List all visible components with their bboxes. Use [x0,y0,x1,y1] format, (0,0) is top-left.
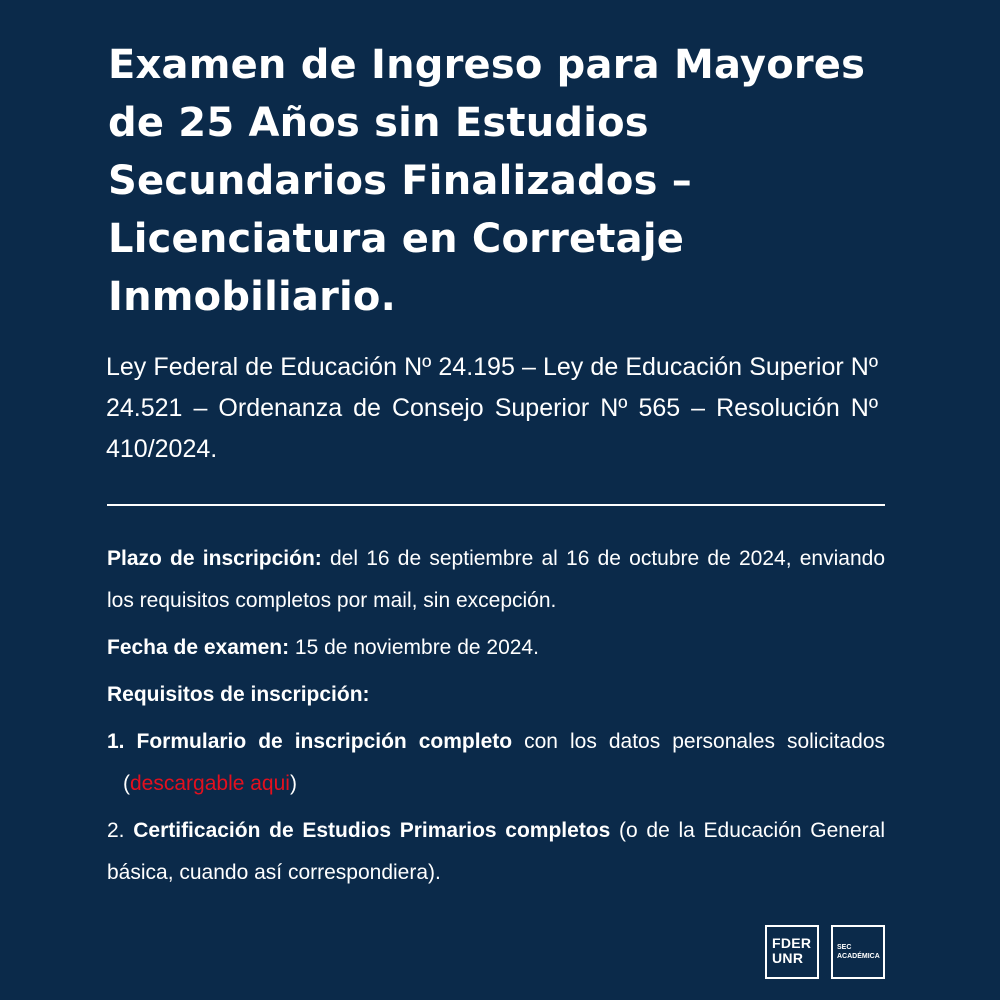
page-title: Examen de Ingreso para Mayores de 25 Años sin Estudios Secundarios Finalizados – Licenciatura en Corretaje Inmobiliario. [108,42,866,320]
law-reference: Ley Federal de Educación Nº 24.195 – Ley de Educación Superior Nº 24.521 – Ordenanza de Consejo Superior Nº 565 – Resolución Nº 410/2024. [106,353,878,463]
requirement-text: (o de la Educación General básica, cuando así correspondiera). [107,819,885,884]
logos [765,925,885,979]
requirement-item-1 [107,721,885,805]
logo-fder-line1: FDER [772,935,812,951]
requirement-title: Formulario de inscripción completo [136,730,513,753]
requirement-item-2 [107,810,885,894]
requirement-number: 1. [107,730,137,753]
requirement-title: Certificación de Estudios Primarios completos [133,819,611,842]
requirement-text: con los datos personales solicitados ( [123,730,885,795]
fecha-label: Fecha de examen: [107,636,290,659]
plazo-paragraph [107,538,885,622]
logo-fder-line2: UNR [772,950,804,966]
sec-academica-logo [831,925,885,979]
download-link[interactable]: descargable aqui [130,772,290,795]
plazo-text: del 16 de septiembre al 16 de octubre de 2024, enviando los requisitos completos por mail, sin excepción. [107,547,885,612]
fecha-text: 15 de noviembre de 2024. [289,636,539,659]
logo-sec-line2: ACADÉMICA [837,953,880,960]
divider [107,504,885,506]
info-block [107,538,885,899]
plazo-label: Plazo de inscripción: [107,547,322,570]
requirement-text-end: ) [289,772,297,795]
fder-unr-logo [765,925,819,979]
requisitos-heading: Requisitos de inscripción: [107,683,370,706]
fecha-paragraph [107,627,885,669]
logo-sec-line1: SEC [837,944,852,951]
requirement-number: 2. [107,819,134,842]
